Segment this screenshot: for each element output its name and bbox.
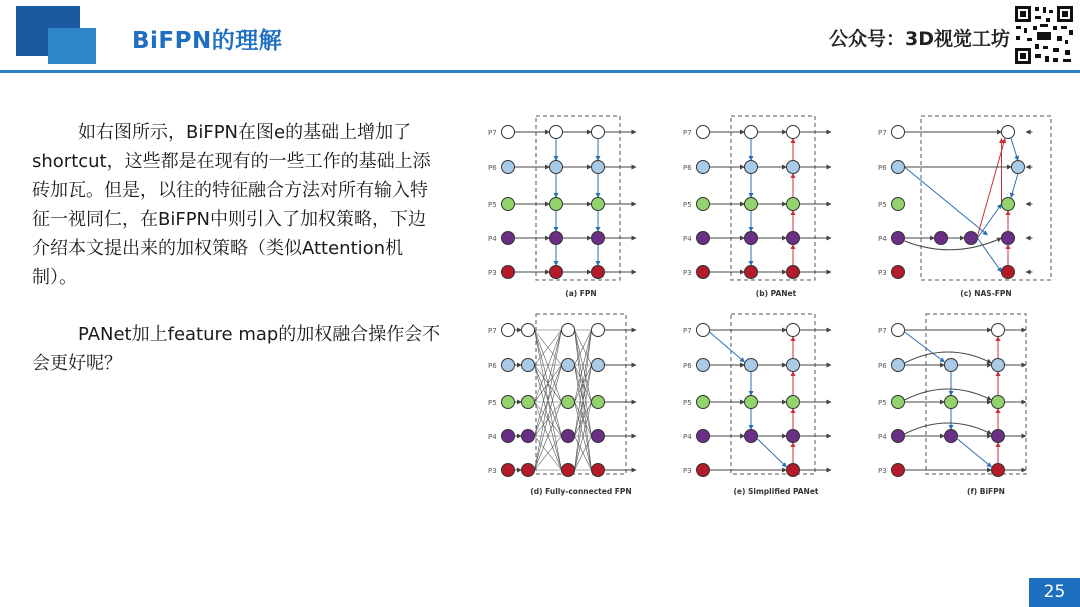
level-label: P7 bbox=[878, 129, 887, 137]
level-label: P4 bbox=[683, 433, 692, 441]
feature-node bbox=[697, 396, 710, 409]
feature-node bbox=[522, 396, 535, 409]
feature-node bbox=[787, 430, 800, 443]
level-label: P3 bbox=[683, 269, 692, 277]
panel-box bbox=[731, 116, 815, 280]
feature-node bbox=[787, 359, 800, 372]
connection-arrow bbox=[978, 139, 1006, 237]
level-label: P6 bbox=[488, 362, 497, 370]
panel-caption: (f) BiFPN bbox=[967, 487, 1005, 496]
connection-arrow bbox=[710, 332, 745, 362]
fpn-architectures-figure bbox=[486, 110, 1058, 510]
feature-node bbox=[892, 359, 905, 372]
level-label: P6 bbox=[878, 164, 887, 172]
level-label: P5 bbox=[488, 399, 497, 407]
level-label: P6 bbox=[488, 164, 497, 172]
feature-node bbox=[502, 161, 515, 174]
level-label: P3 bbox=[878, 467, 887, 475]
feature-node bbox=[892, 464, 905, 477]
feature-node bbox=[562, 359, 575, 372]
feature-node bbox=[592, 359, 605, 372]
feature-node bbox=[1002, 266, 1015, 279]
panel-caption: (d) Fully-connected FPN bbox=[530, 487, 632, 496]
paragraph-question: PANet加上feature map的加权融合操作会不会更好呢？ bbox=[32, 324, 441, 374]
level-label: P6 bbox=[878, 362, 887, 370]
feature-node bbox=[892, 126, 905, 139]
feature-node bbox=[745, 232, 758, 245]
feature-node bbox=[697, 464, 710, 477]
feature-node bbox=[592, 430, 605, 443]
feature-node bbox=[592, 464, 605, 477]
feature-node bbox=[550, 232, 563, 245]
feature-node bbox=[550, 198, 563, 211]
feature-node bbox=[745, 266, 758, 279]
feature-node bbox=[522, 324, 535, 337]
panel-caption: (a) FPN bbox=[565, 289, 597, 298]
level-label: P7 bbox=[683, 327, 692, 335]
feature-node bbox=[787, 198, 800, 211]
level-label: P7 bbox=[878, 327, 887, 335]
feature-node bbox=[697, 126, 710, 139]
feature-node bbox=[522, 359, 535, 372]
panel-caption: (b) PANet bbox=[755, 289, 797, 298]
connection-arrow bbox=[758, 439, 787, 467]
feature-node bbox=[892, 324, 905, 337]
feature-node bbox=[592, 396, 605, 409]
level-label: P7 bbox=[683, 129, 692, 137]
feature-node bbox=[550, 266, 563, 279]
feature-node bbox=[592, 324, 605, 337]
feature-node bbox=[945, 430, 958, 443]
feature-node bbox=[892, 161, 905, 174]
feature-node bbox=[502, 126, 515, 139]
level-label: P4 bbox=[488, 433, 497, 441]
feature-node bbox=[745, 161, 758, 174]
level-label: P3 bbox=[488, 269, 497, 277]
panel-box bbox=[921, 116, 1051, 280]
feature-node bbox=[992, 464, 1005, 477]
feature-node bbox=[697, 161, 710, 174]
level-label: P4 bbox=[878, 235, 887, 243]
feature-node bbox=[787, 126, 800, 139]
panel-box bbox=[731, 314, 815, 474]
level-label: P5 bbox=[488, 201, 497, 209]
feature-node bbox=[992, 430, 1005, 443]
slide-title: BiFPN的理解 bbox=[132, 28, 283, 54]
feature-node bbox=[787, 266, 800, 279]
feature-node bbox=[562, 396, 575, 409]
feature-node bbox=[992, 396, 1005, 409]
feature-node bbox=[787, 232, 800, 245]
level-label: P6 bbox=[683, 164, 692, 172]
level-label: P7 bbox=[488, 129, 497, 137]
feature-node bbox=[502, 198, 515, 211]
feature-node bbox=[697, 324, 710, 337]
feature-node bbox=[745, 198, 758, 211]
page-number: 25 bbox=[1029, 578, 1080, 607]
feature-node bbox=[522, 464, 535, 477]
panel-caption: (c) NAS-FPN bbox=[960, 289, 1012, 298]
feature-node bbox=[1002, 232, 1015, 245]
feature-node bbox=[992, 359, 1005, 372]
feature-node bbox=[502, 266, 515, 279]
feature-node bbox=[697, 266, 710, 279]
connection-arrow bbox=[905, 332, 945, 362]
feature-node bbox=[892, 396, 905, 409]
feature-node bbox=[502, 359, 515, 372]
feature-node bbox=[562, 464, 575, 477]
skip-arrow bbox=[905, 238, 1002, 250]
level-label: P4 bbox=[878, 433, 887, 441]
level-label: P5 bbox=[878, 399, 887, 407]
feature-node bbox=[502, 430, 515, 443]
connection-arrow bbox=[958, 439, 992, 467]
feature-node bbox=[892, 430, 905, 443]
feature-node bbox=[697, 198, 710, 211]
feature-node bbox=[697, 430, 710, 443]
feature-node bbox=[502, 232, 515, 245]
feature-node bbox=[550, 161, 563, 174]
feature-node bbox=[592, 198, 605, 211]
feature-node bbox=[945, 359, 958, 372]
feature-node bbox=[592, 232, 605, 245]
connection-arrow bbox=[905, 167, 988, 235]
feature-node bbox=[1002, 126, 1015, 139]
feature-node bbox=[745, 359, 758, 372]
level-label: P3 bbox=[488, 467, 497, 475]
feature-node bbox=[562, 324, 575, 337]
feature-node bbox=[592, 126, 605, 139]
level-label: P5 bbox=[878, 201, 887, 209]
level-label: P5 bbox=[683, 399, 692, 407]
logo-square-light bbox=[48, 28, 96, 64]
feature-node bbox=[787, 464, 800, 477]
feature-node bbox=[965, 232, 978, 245]
feature-node bbox=[935, 232, 948, 245]
feature-node bbox=[1012, 161, 1025, 174]
connection-arrow bbox=[978, 204, 1002, 238]
feature-node bbox=[992, 324, 1005, 337]
paragraph-bifpn-description: 如右图所示，BiFPN在图e的基础上增加了shortcut，这些都是在现有的一些工作的基础上添砖加瓦。但是，以往的特征融合方法对所有输入特征一视同仁，在BiFPN中则引入了加权策略，下边介绍本文提出来的加权策略（类似Attention机制）。 bbox=[32, 122, 431, 288]
connection-arrow bbox=[1011, 139, 1018, 161]
level-label: P4 bbox=[683, 235, 692, 243]
brand-label: 公众号：3D视觉工坊 bbox=[829, 28, 1010, 50]
feature-node bbox=[745, 430, 758, 443]
level-label: P3 bbox=[878, 269, 887, 277]
level-label: P5 bbox=[683, 201, 692, 209]
feature-node bbox=[745, 396, 758, 409]
feature-node bbox=[892, 266, 905, 279]
feature-node bbox=[522, 430, 535, 443]
feature-node bbox=[697, 359, 710, 372]
feature-node bbox=[745, 126, 758, 139]
feature-node bbox=[892, 232, 905, 245]
feature-node bbox=[697, 232, 710, 245]
feature-node bbox=[787, 161, 800, 174]
feature-node bbox=[592, 266, 605, 279]
feature-node bbox=[892, 198, 905, 211]
feature-node bbox=[1002, 198, 1015, 211]
header-divider bbox=[0, 70, 1080, 73]
level-label: P6 bbox=[683, 362, 692, 370]
feature-node bbox=[592, 161, 605, 174]
connection-arrow bbox=[1011, 174, 1018, 198]
level-label: P3 bbox=[683, 467, 692, 475]
feature-node bbox=[502, 324, 515, 337]
feature-node bbox=[787, 396, 800, 409]
qr-code-icon bbox=[1013, 4, 1075, 66]
feature-node bbox=[562, 430, 575, 443]
feature-node bbox=[550, 126, 563, 139]
feature-node bbox=[945, 396, 958, 409]
feature-node bbox=[787, 324, 800, 337]
panel-caption: (e) Simplified PANet bbox=[733, 487, 819, 496]
feature-node bbox=[502, 396, 515, 409]
level-label: P4 bbox=[488, 235, 497, 243]
panel-box bbox=[536, 116, 620, 280]
level-label: P7 bbox=[488, 327, 497, 335]
feature-node bbox=[502, 464, 515, 477]
